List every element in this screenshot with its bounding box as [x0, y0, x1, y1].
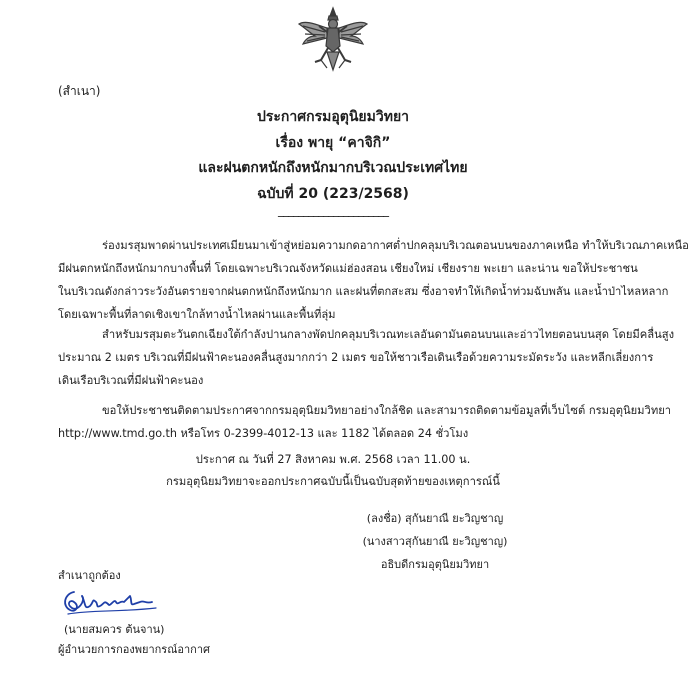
certifier-name: (นายสมควร ต้นจาน) — [64, 623, 165, 636]
paragraph-follow-updates — [58, 399, 672, 445]
signer-signed: (ลงชื่อ) สุกันยาณี ยะวิญชาญ — [366, 512, 504, 525]
subject-heading: เรื่อง พายุ “คาจิกิ” — [275, 135, 391, 151]
subtitle-heading: และฝนตกหนักถึงหนักมากบริเวณประเทศไทย — [198, 160, 468, 176]
paragraph-line: ร่องมรสุมพาดผ่านประเทศเมียนมาเข้าสู่หย่อมความกดอากาศต่ำปกคลุมบริเวณตอนบนของภาคเหนือ ทำให้บริเวณภาคเหนือ — [102, 239, 689, 252]
handwritten-signature — [60, 586, 160, 620]
paragraph-line: เดินเรือบริเวณที่มีฝนฟ้าคะนอง — [58, 374, 204, 387]
issued-datetime: ประกาศ ณ วันที่ 27 สิงหาคม พ.ศ. 2568 เวลา 11.00 น. — [195, 453, 471, 466]
paragraph-line: สำหรับมรสุมตะวันตกเฉียงใต้กำลังปานกลางพัดปกคลุมบริเวณทะเลอันดามันตอนบนและอ่าวไทยตอนบนสุด โดยมีคลื่นสูง — [102, 328, 675, 341]
heading-separator: ______________________ — [278, 203, 388, 217]
garuda-emblem-icon — [297, 6, 369, 72]
certified-copy-label: สำเนาถูกต้อง — [58, 569, 121, 582]
final-issue-note: กรมอุตุนิยมวิทยาจะออกประกาศฉบับนี้เป็นฉบับสุดท้ายของเหตุการณ์นี้ — [166, 475, 500, 488]
issued-block — [0, 449, 666, 493]
signer-title: อธิบดีกรมอุตุนิยมวิทยา — [380, 558, 490, 571]
issue-number: ฉบับที่ 20 (223/2568) — [257, 186, 409, 202]
paragraph-monsoon-trough — [58, 234, 689, 326]
paragraph-line: ในบริเวณดังกล่าวระวังอันตรายจากฝนตกหนักถึงหนักมาก และฝนที่ตกสะสม ซึ่งอาจทำให้เกิดน้ำท่วมฉับพลัน และน้ำป่าไหลหลาก — [58, 285, 669, 298]
signer-block — [300, 507, 570, 576]
certifier-title: ผู้อำนวยการกองพยากรณ์อากาศ — [58, 643, 211, 656]
paragraph-line: http://www.tmd.go.th หรือโทร 0-2399-4012-13 และ 1182 ได้ตลอด 24 ชั่วโมง — [58, 427, 469, 440]
paragraph-line: ประมาณ 2 เมตร บริเวณที่มีฝนฟ้าคะนองคลื่นสูงมากกว่า 2 เมตร ขอให้ชาวเรือเดินเรือด้วยความระมัดระวัง และหลีกเลี่ยงการ — [58, 351, 654, 364]
paragraph-line: ขอให้ประชาชนติดตามประกาศจากกรมอุตุนิยมวิทยาอย่างใกล้ชิด และสามารถติดตามข้อมูลที่เว็บไซต์ กรมอุตุนิยมวิทยา — [102, 404, 672, 417]
paragraph-line: มีฝนตกหนักถึงหนักมากบางพื้นที่ โดยเฉพาะบริเวณจังหวัดแม่ฮ่องสอน เชียงใหม่ เชียงราย พะเยา และน่าน ขอให้ประชาชน — [58, 262, 638, 275]
signer-name: (นางสาวสุกันยาณี ยะวิญชาญ) — [362, 535, 508, 548]
agency-heading: ประกาศกรมอุตุนิยมวิทยา — [256, 109, 410, 125]
paragraph-sea-conditions — [58, 323, 675, 392]
copy-mark: (สำเนา) — [58, 84, 101, 98]
paragraph-line: โดยเฉพาะพื้นที่ลาดเชิงเขาใกล้ทางน้ำไหลผ่านและพื้นที่ลุ่ม — [58, 308, 336, 321]
